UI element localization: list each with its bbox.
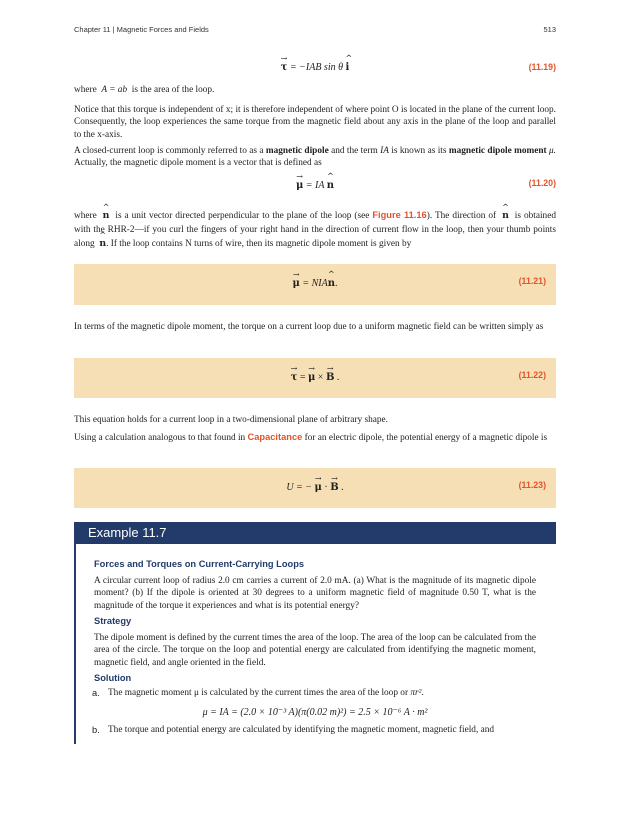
equation-11-22: → τ = → μ × → B . (11.22)	[74, 358, 556, 398]
paragraph-arbitrary-shape: This equation holds for a current loop in a two-dimensional plane of arbitrary shape.	[74, 415, 388, 425]
equation-number: (11.22)	[518, 370, 546, 380]
strategy-text: The dipole moment is defined by the current times the area of the loop. The area of the loop can be calculated from the area of the circle. The torque on the loop and potential energy are calculated from identifying the magnetic moment, magnetic field, and angle oriented in the field.	[94, 633, 536, 668]
link-figure-11-16[interactable]: Figure 11.16	[372, 210, 427, 220]
area-definition: where A = ab is the area of the loop.	[74, 85, 215, 95]
equation-number: (11.20)	[528, 178, 556, 188]
paragraph-torque-dipole: In terms of the magnetic dipole moment, the torque on a current loop due to a uniform magnetic field can be written simply as	[74, 322, 544, 332]
example-title-bar: Example 11.7	[74, 522, 556, 544]
equation-11-20: → μ = IA ^ n (11.20)	[74, 180, 556, 196]
tau-vector-symbol: → τ	[281, 62, 288, 73]
equation-11-19-rhs: = −IAB sin θ	[289, 62, 344, 73]
paragraph-magnetic-dipole: A closed-current loop is commonly referred to as a magnetic dipole and the term IA is known as its magnetic dipole moment μ. Actually, the magnetic dipole moment is a vector that is defined as	[74, 146, 557, 169]
paragraph-torque-independence: Notice that this torque is independent of x; it is therefore independent of where point O is located in the plane of the current loop. Consequently, the loop experiences the same torque from the magnetic field about any axis in the plane of the loop and parallel to the x-axis.	[74, 105, 556, 140]
list-label: b.	[92, 725, 100, 735]
strategy-heading: Strategy	[94, 616, 132, 626]
equation-number: (11.21)	[518, 276, 546, 286]
solution-item-b: b. The torque and potential energy are calculated by identifying the magnetic moment, magnetic field, and	[92, 725, 495, 735]
link-capacitance[interactable]: Capacitance	[247, 432, 303, 442]
term-magnetic-dipole: magnetic dipole	[265, 146, 329, 156]
b-vector-symbol: → B	[330, 482, 338, 493]
tau-vector-symbol: → τ	[291, 372, 298, 383]
paragraph-unit-vector: where ^ n is a unit vector directed perpendicular to the plane of the loop (see Figure 11.16). The direction of ^ n is obtained with the RHR-2—if you curl the fingers of your right hand in the direction of current flow in the loop, then your thumb points along ^ n. If the loop contains N turns of wire, then its magnetic dipole moment is given by	[74, 208, 556, 251]
term-magnetic-dipole-moment: magnetic dipole moment	[448, 146, 547, 156]
unit-vector-n: ^ n	[327, 180, 334, 191]
area-formula: πr²	[410, 688, 422, 698]
area-expression: A = ab	[101, 85, 128, 95]
unit-vector-i: ^ i	[346, 62, 350, 73]
example-heading: Forces and Torques on Current-Carrying Loops	[94, 559, 305, 569]
list-label: a.	[92, 688, 100, 698]
solution-item-a: a. The magnetic moment μ is calculated by the current times the area of the loop or πr².	[92, 688, 424, 698]
example-left-rule	[74, 544, 76, 744]
running-header-chapter: Chapter 11 | Magnetic Forces and Fields	[74, 25, 209, 34]
example-problem: A circular current loop of radius 2.0 cm carries a current of 2.0 mA. (a) What is the magnitude of its magnetic dipole moment? (b) If the dipole is oriented at 30 degrees to a uniform magnetic field of magnitude 0.50 T, what is the magnitude of the torque it experiences and what is its potential energy?	[94, 576, 536, 611]
solution-heading: Solution	[94, 673, 132, 683]
equation-11-23: U = − → μ · → B . (11.23)	[74, 468, 556, 508]
mu-vector-symbol: → μ	[308, 372, 315, 383]
page-number: 513	[543, 25, 556, 34]
unit-vector-n: ^ n	[103, 209, 110, 223]
unit-vector-n: ^ n	[99, 237, 106, 251]
unit-vector-n: ^ n	[328, 278, 335, 289]
mu-vector-symbol: → μ	[293, 278, 300, 289]
equation-number: (11.23)	[518, 480, 546, 490]
paragraph-potential-energy: Using a calculation analogous to that found in Capacitance for an electric dipole, the potential energy of a magnetic dipole is	[74, 432, 548, 443]
equation-11-19	[74, 62, 556, 78]
calculation-magnetic-moment: μ = IA = (2.0 × 10⁻³ A)(π(0.02 m)²) = 2.5 × 10⁻⁶ A · m²	[202, 707, 428, 718]
b-vector-symbol: → B	[326, 372, 334, 383]
mu-vector-symbol: → μ	[296, 180, 303, 191]
equation-number: (11.19)	[528, 62, 556, 72]
mu-vector-symbol: → μ	[315, 482, 322, 493]
unit-vector-n: ^ n	[502, 209, 509, 223]
equation-11-21: → μ = NIA^ n. (11.21)	[74, 264, 556, 305]
